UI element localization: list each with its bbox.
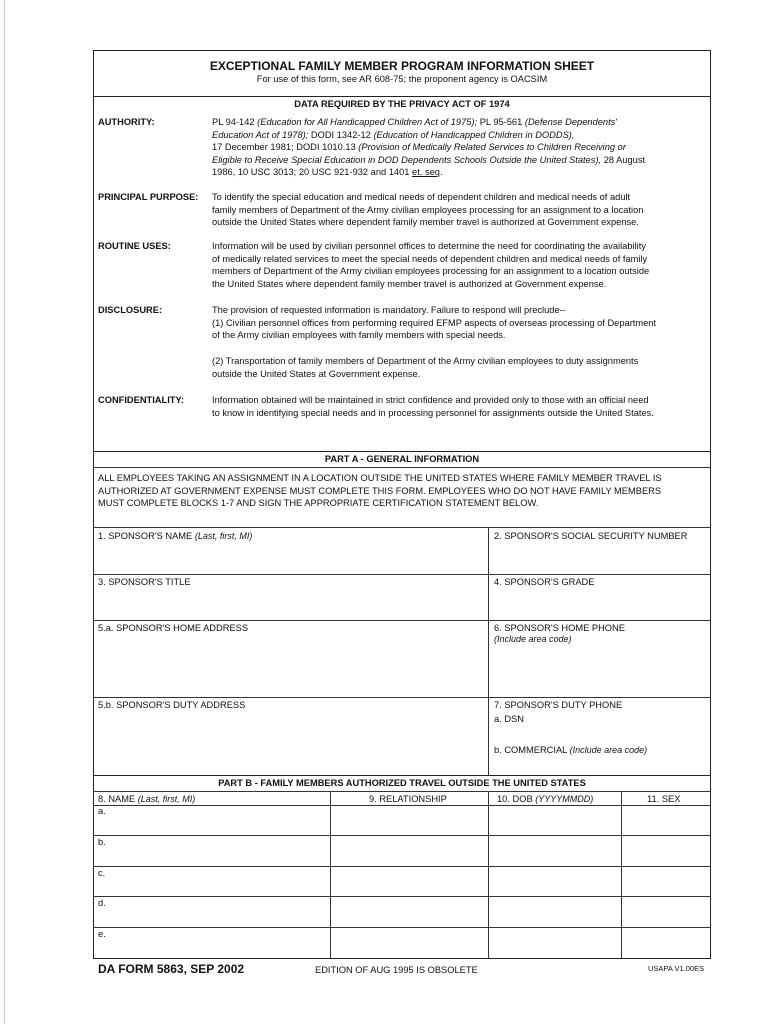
- divider: [93, 451, 711, 452]
- principal-purpose-text: To identify the special education and medical needs of dependent children and medical needs of adult family members of Department of the Army civilian employees processing for an assignment to a location outside the United States where dependent family member travel is authorized at Government expense.: [212, 192, 644, 228]
- col-sex-header: 11. SEX: [647, 794, 681, 804]
- column-divider: [488, 527, 489, 775]
- row-divider: [93, 896, 711, 897]
- form-subtitle: For use of this form, see AR 608-75; the proponent agency is OACSIM: [256, 74, 548, 84]
- part-a-heading: PART A - GENERAL INFORMATION: [324, 454, 480, 464]
- row-divider: [93, 835, 711, 836]
- table-row[interactable]: b.: [98, 837, 106, 847]
- divider: [93, 697, 711, 698]
- authority-label: AUTHORITY:: [98, 117, 155, 127]
- sponsor-home-phone-field[interactable]: 6. SPONSOR'S HOME PHONE (Include area code): [494, 623, 625, 644]
- sponsor-name-field[interactable]: 1. SPONSOR'S NAME (Last, first, MI): [98, 531, 253, 541]
- edition-note: EDITION OF AUG 1995 IS OBSOLETE: [315, 965, 478, 975]
- divider: [93, 527, 711, 528]
- divider: [93, 775, 711, 776]
- authority-text: PL 94-142 (Education for All Handicapped Children Act of 1975); PL 95-561 (Defense Dependents' Education Act of 1978); DODI 1342-12 (Education of Handicapped Children in DODDS), 17 December 1981; DODI 1010.13 (Provision of Medically Related Services to Children Receiving or Eligible to Receive Special Education in DOD Dependents Schools Outside the United States), 28 August 1986, 10 USC 3013; 20 USC 921-932 and 1401 et. seq.: [212, 117, 646, 178]
- divider: [93, 791, 711, 792]
- col-name-header: 8. NAME (Last, first, MI): [98, 794, 196, 804]
- sponsor-grade-field[interactable]: 4. SPONSOR'S GRADE: [494, 577, 595, 587]
- divider: [93, 467, 711, 468]
- row-divider: [93, 927, 711, 928]
- disclosure-text: The provision of requested information is mandatory. Failure to respond will preclude-- (1) Civilian personnel offices from performing required EFMP aspects of overseas processing of Department of the Army civilian employees with family members with special needs.: [212, 305, 657, 341]
- disclosure-text-2: (2) Transportation of family members of Department of the Army civilian employees to duty assignments outside the United States at Government expense.: [212, 356, 639, 379]
- routine-uses-label: ROUTINE USES:: [98, 241, 171, 251]
- scan-edge: [4, 0, 5, 1024]
- privacy-act-heading: DATA REQUIRED BY THE PRIVACY ACT OF 1974: [294, 99, 510, 109]
- row-divider: [93, 866, 711, 867]
- table-row[interactable]: a.: [98, 806, 106, 816]
- table-row[interactable]: e.: [98, 929, 106, 939]
- col-relationship-header: 9. RELATIONSHIP: [369, 794, 447, 804]
- column-divider: [488, 791, 489, 959]
- sponsor-duty-phone-field: 7. SPONSOR'S DUTY PHONE: [494, 700, 623, 710]
- table-row[interactable]: d.: [98, 898, 106, 908]
- duty-phone-dsn-field[interactable]: a. DSN: [494, 714, 524, 724]
- confidentiality-label: CONFIDENTIALITY:: [98, 395, 185, 405]
- routine-uses-text: Information will be used by civilian personnel offices to determine the need for coordinating the availability of medically related services to meet the special needs of dependent children and medical needs of family members of Department of the Army civilian employees processing for an assignment to a location outside the United States where dependent family member travel is authorized at Government expense.: [212, 241, 650, 289]
- sponsor-ssn-field[interactable]: 2. SPONSOR'S SOCIAL SECURITY NUMBER: [494, 531, 688, 541]
- part-b-heading: PART B - FAMILY MEMBERS AUTHORIZED TRAVEL OUTSIDE THE UNITED STATES: [218, 778, 586, 788]
- column-divider: [330, 791, 331, 959]
- version-label: USAPA V1.00ES: [648, 964, 705, 973]
- table-row[interactable]: c.: [98, 868, 106, 878]
- column-divider: [621, 791, 622, 959]
- sponsor-home-address-field[interactable]: 5.a. SPONSOR'S HOME ADDRESS: [98, 623, 249, 633]
- divider: [93, 620, 711, 621]
- sponsor-title-field[interactable]: 3. SPONSOR'S TITLE: [98, 577, 191, 587]
- form-number: DA FORM 5863, SEP 2002: [98, 962, 245, 976]
- disclosure-label: DISCLOSURE:: [98, 305, 163, 315]
- duty-phone-commercial-field[interactable]: b. COMMERCIAL (Include area code): [494, 745, 648, 755]
- sponsor-duty-address-field[interactable]: 5.b. SPONSOR'S DUTY ADDRESS: [98, 700, 246, 710]
- confidentiality-text: Information obtained will be maintained in strict confidence and provided only to those with an official need to know in identifying special needs and in processing personnel for assignments outside the United States.: [212, 395, 654, 418]
- divider: [93, 805, 711, 806]
- divider: [93, 574, 711, 575]
- divider: [93, 96, 711, 97]
- principal-purpose-label: PRINCIPAL PURPOSE:: [98, 192, 199, 202]
- part-a-instructions: ALL EMPLOYEES TAKING AN ASSIGNMENT IN A LOCATION OUTSIDE THE UNITED STATES WHERE FAMILY MEMBER TRAVEL IS AUTHORIZED AT GOVERNMENT EXPENSE MUST COMPLETE THIS FORM. EMPLOYEES WHO DO NOT HAVE FAMILY MEMBERS MUST COMPLETE BLOCKS 1-7 AND SIGN THE APPROPRIATE CERTIFICATION STATEMENT BELOW.: [98, 473, 662, 509]
- col-dob-header: 10. DOB (YYYYMMDD): [497, 794, 594, 804]
- form-title: EXCEPTIONAL FAMILY MEMBER PROGRAM INFORMATION SHEET: [209, 59, 595, 73]
